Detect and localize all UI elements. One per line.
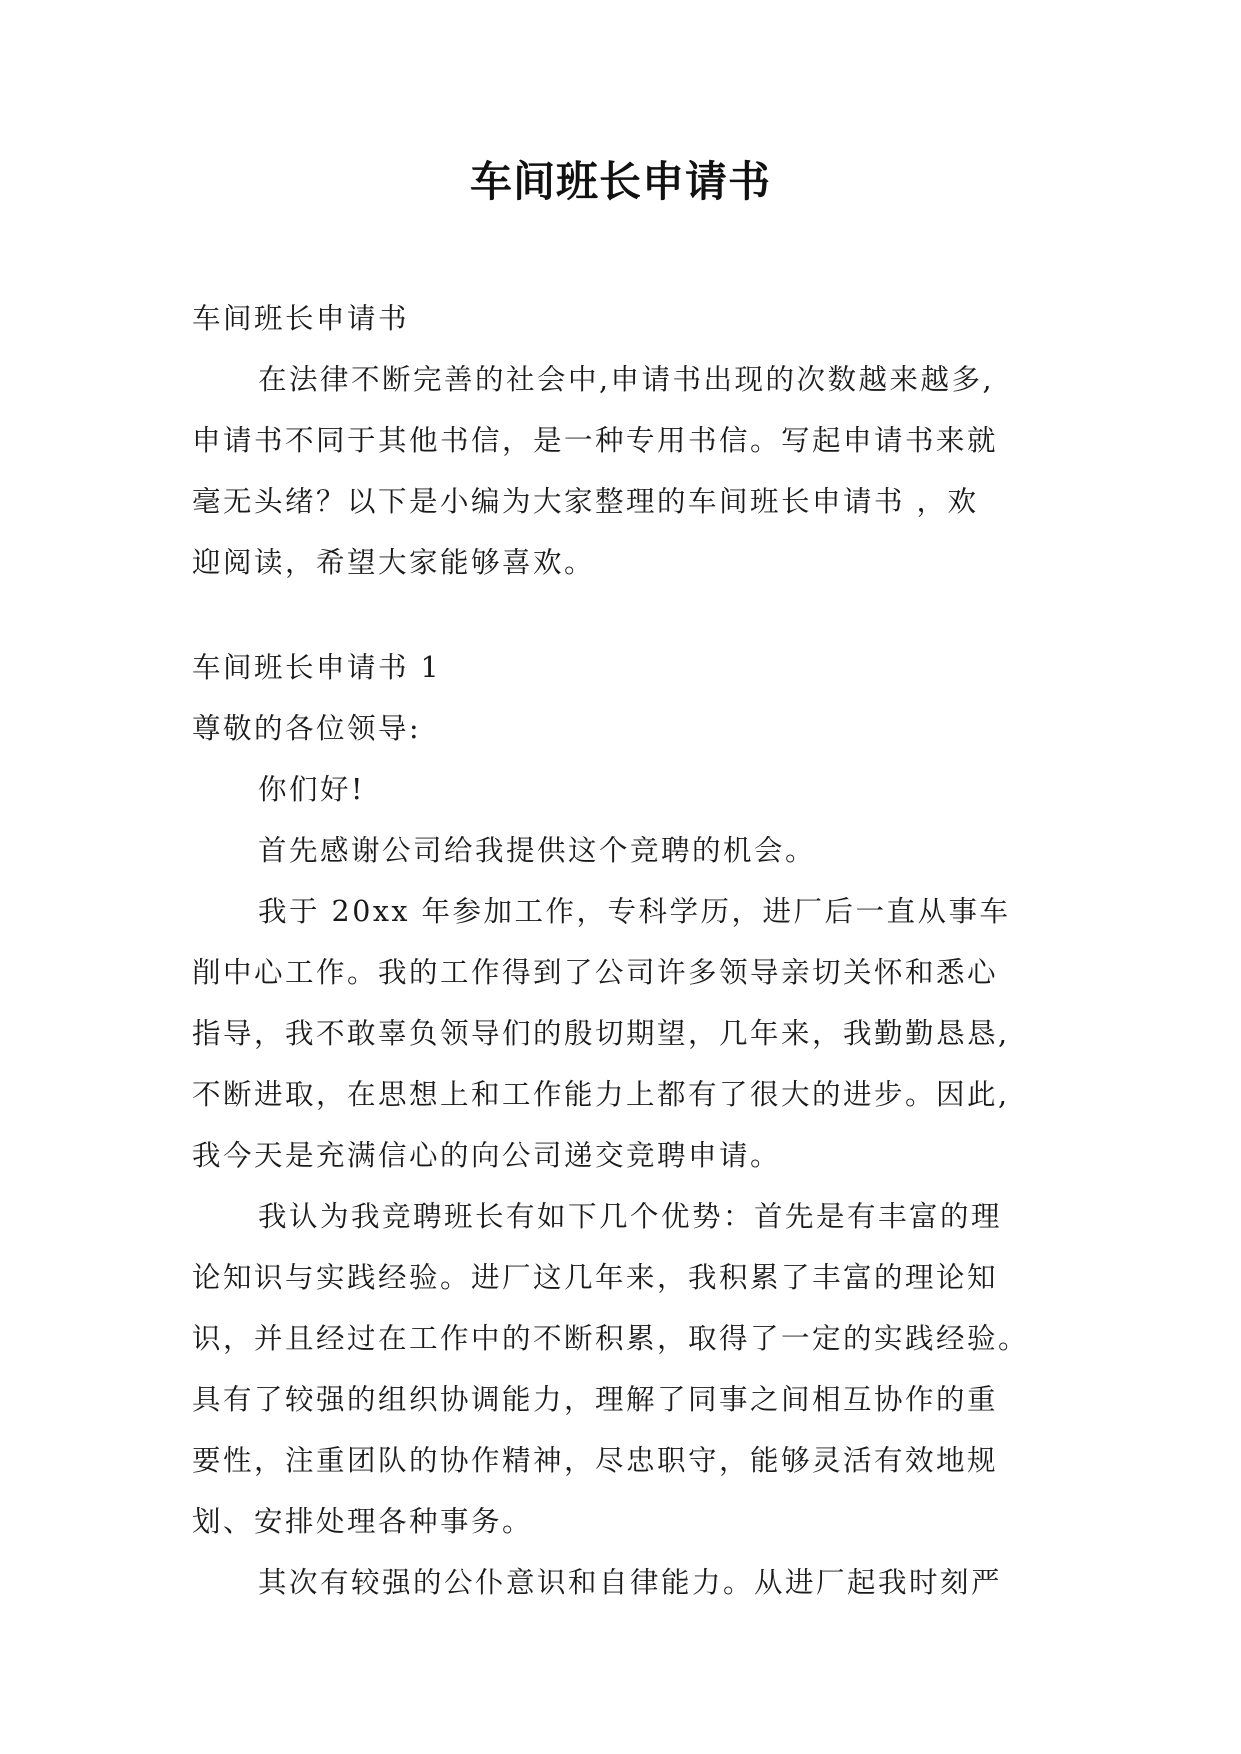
document-title: 车间班长申请书	[469, 157, 771, 206]
letter-greeting: 你们好!	[258, 773, 365, 806]
letter-paragraph-2-line: 我于 20xx 年参加工作，专科学历，进厂后一直从事车	[258, 895, 1011, 928]
letter-paragraph-3-line: 论知识与实践经验。进厂这几年来，我积累了丰富的理论知	[192, 1261, 999, 1294]
letter-paragraph-3-line: 具有了较强的组织协调能力，理解了同事之间相互协作的重	[192, 1383, 999, 1416]
letter-paragraph-2-line: 指导，我不敢辜负领导们的殷切期望，几年来，我勤勤恳恳,	[192, 1017, 1010, 1050]
letter-paragraph-3-line: 要性，注重团队的协作精神，尽忠职守，能够灵活有效地规	[192, 1444, 999, 1477]
letter-salutation: 尊敬的各位领导:	[192, 712, 422, 745]
intro-paragraph-line: 毫无头绪？以下是小编为大家整理的车间班长申请书 ，欢	[192, 485, 979, 518]
letter-paragraph-1: 首先感谢公司给我提供这个竞聘的机会。	[258, 834, 817, 867]
intro-paragraph-line: 申请书不同于其他书信，是一种专用书信。写起申请书来就	[192, 424, 999, 457]
letter-paragraph-2-line: 我今天是充满信心的向公司递交竞聘申请。	[192, 1139, 782, 1172]
letter-paragraph-3-line: 我认为我竞聘班长有如下几个优势：首先是有丰富的理	[258, 1200, 1003, 1233]
letter-section	[192, 637, 1052, 1613]
letter-paragraph-3-line: 划、安排处理各种事务。	[192, 1505, 534, 1538]
letter-heading: 车间班长申请书 1	[192, 651, 442, 684]
intro-paragraph-line: 在法律不断完善的社会中,申请书出现的次数越来越多,	[258, 363, 995, 396]
letter-paragraph-3-line: 识，并且经过在工作中的不断积累，取得了一定的实践经验。	[192, 1322, 1030, 1355]
intro-heading: 车间班长申请书	[192, 302, 410, 335]
letter-paragraph-2-line: 不断进取，在思想上和工作能力上都有了很大的进步。因此,	[192, 1078, 1010, 1111]
letter-paragraph-4-line: 其次有较强的公仆意识和自律能力。从进厂起我时刻严	[258, 1566, 1003, 1599]
intro-paragraph-line: 迎阅读，希望大家能够喜欢。	[192, 546, 596, 579]
letter-paragraph-2-line: 削中心工作。我的工作得到了公司许多领导亲切关怀和悉心	[192, 956, 999, 989]
intro-section	[192, 288, 1052, 593]
